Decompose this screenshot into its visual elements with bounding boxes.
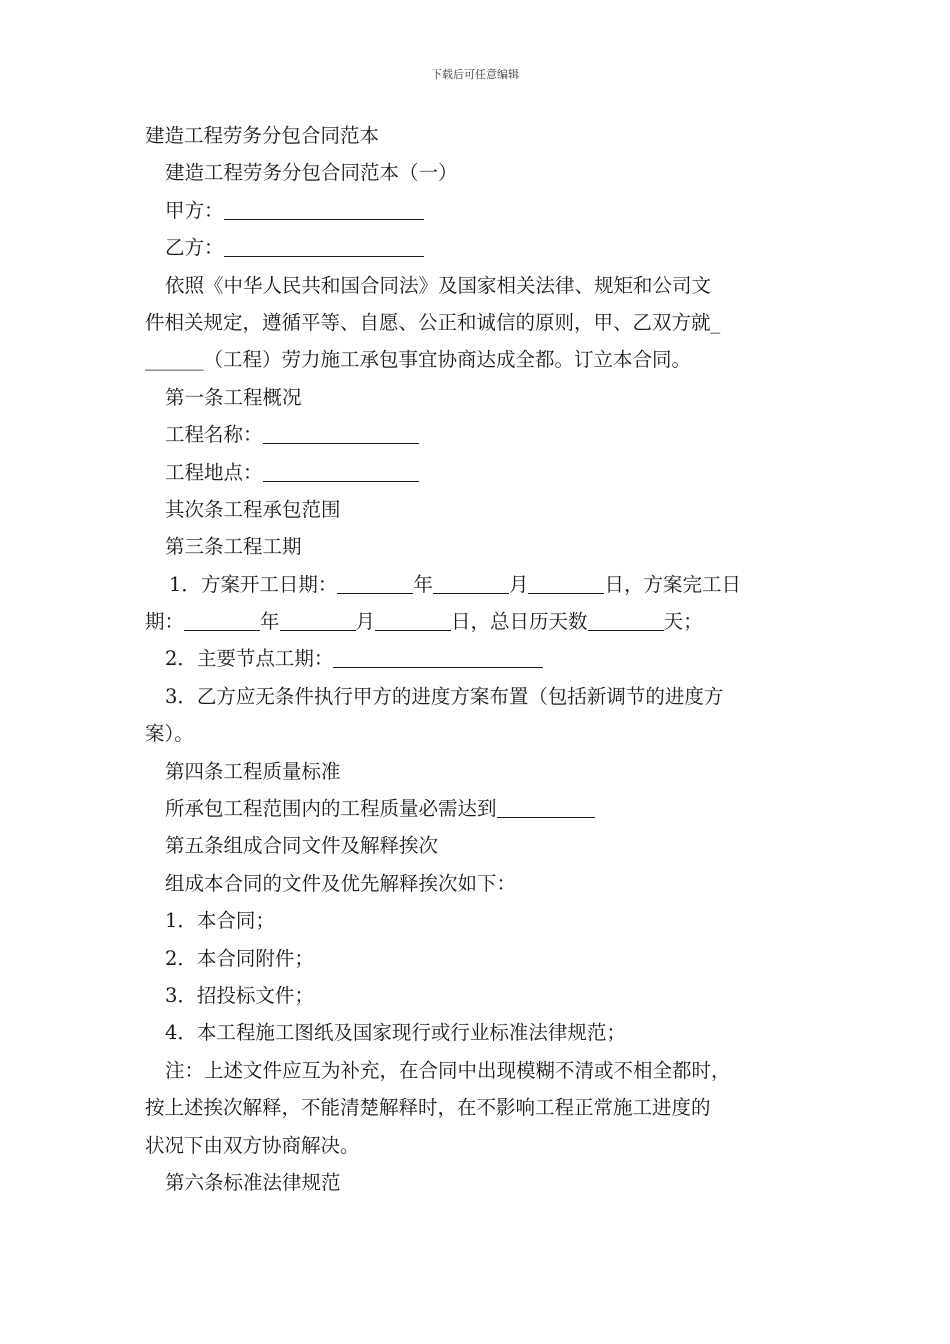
note-line: 状况下由双方协商解决。 bbox=[145, 1133, 360, 1157]
start-year-blank bbox=[337, 571, 413, 594]
start-day-blank bbox=[528, 571, 604, 594]
year-label: 年 bbox=[260, 610, 280, 634]
day-label: 日，方案完工日 bbox=[604, 572, 741, 596]
year-label: 年 bbox=[413, 572, 433, 596]
party-a-blank bbox=[224, 197, 424, 220]
article-2-heading: 其次条工程承包范围 bbox=[165, 497, 341, 521]
project-name-label: 工程名称： bbox=[165, 423, 263, 447]
month-label: 月 bbox=[508, 572, 529, 596]
paragraph-line: ______（工程）劳力施工承包事宜协商达成全都。订立本合同。 bbox=[145, 348, 692, 372]
quality-label: 所承包工程范围内的工程质量必需达到 bbox=[165, 797, 497, 821]
quality-line bbox=[145, 790, 825, 827]
article-1-heading: 第一条工程概况 bbox=[165, 385, 302, 409]
end-day-blank bbox=[375, 608, 451, 631]
start-month-blank bbox=[433, 571, 509, 594]
period-label: 期： bbox=[145, 610, 185, 634]
day-label: 日，总日历天数 bbox=[451, 610, 588, 634]
list-item: 4．本工程施工图纸及国家现行或行业标准法律规范； bbox=[165, 1021, 626, 1045]
article-6-heading: 第六条标准法律规范 bbox=[165, 1170, 341, 1194]
document-subtitle: 建造工程劳务分包合同范本（一） bbox=[165, 161, 458, 185]
paragraph-line: 组成本合同的文件及优先解释挨次如下： bbox=[165, 871, 517, 895]
document-title: 建造工程劳务分包合同范本 bbox=[145, 124, 380, 147]
end-year-blank bbox=[184, 608, 260, 631]
schedule-line-1 bbox=[145, 566, 825, 603]
page-header: 下载后可任意编辑 bbox=[431, 68, 519, 81]
paragraph-line: 案）。 bbox=[145, 722, 194, 746]
milestone-line bbox=[145, 640, 825, 677]
project-name-line bbox=[145, 416, 825, 453]
list-item: 3．招投标文件； bbox=[165, 983, 314, 1007]
project-site-label: 工程地点： bbox=[165, 460, 263, 484]
paragraph-line: 3．乙方应无条件执行甲方的进度方案布置（包括新调节的进度方 bbox=[165, 684, 724, 708]
article-5-heading: 第五条组成合同文件及解释挨次 bbox=[165, 834, 439, 858]
party-b-line bbox=[145, 229, 825, 266]
paragraph-line: 依照《中华人民共和国合同法》及国家相关法律、规矩和公司文 bbox=[165, 273, 712, 297]
quality-blank bbox=[497, 795, 595, 818]
planned-start-label: 1．方案开工日期： bbox=[169, 572, 338, 596]
article-3-heading: 第三条工程工期 bbox=[165, 535, 302, 559]
project-site-line bbox=[145, 454, 825, 491]
milestone-blank bbox=[333, 645, 543, 668]
party-a-label: 甲方： bbox=[165, 198, 224, 222]
days-unit: 天； bbox=[663, 610, 703, 634]
note-line: 按上述挨次解释，不能清楚解释时，在不影响工程正常施工进度的 bbox=[145, 1096, 711, 1120]
list-item: 1．本合同； bbox=[165, 909, 275, 933]
note-line: 注：上述文件应互为补充，在合同中出现模糊不清或不相全都时， bbox=[165, 1058, 731, 1082]
party-b-blank bbox=[224, 234, 424, 257]
end-month-blank bbox=[280, 608, 356, 631]
milestone-label: 2．主要节点工期： bbox=[165, 647, 334, 671]
party-a-line bbox=[145, 192, 825, 229]
schedule-line-2 bbox=[145, 603, 825, 640]
party-b-label: 乙方： bbox=[165, 236, 224, 260]
month-label: 月 bbox=[355, 610, 376, 634]
paragraph-line: 件相关规定，遵循平等、自愿、公正和诚信的原则，甲、乙双方就_ bbox=[145, 310, 721, 334]
project-site-blank bbox=[263, 459, 419, 482]
list-item: 2．本合同附件； bbox=[165, 946, 314, 970]
project-name-blank bbox=[263, 421, 419, 444]
document-body bbox=[145, 117, 825, 1201]
article-4-heading: 第四条工程质量标准 bbox=[165, 759, 341, 783]
total-days-blank bbox=[588, 608, 664, 631]
